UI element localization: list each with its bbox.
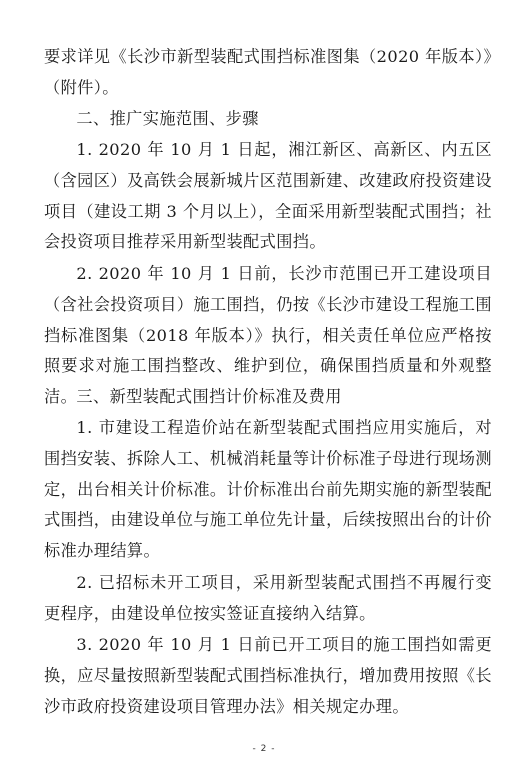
paragraph-intro: 要求详见《长沙市新型装配式围挡标准图集（2020 年版本）》（附件）。 <box>44 47 492 97</box>
paragraph-2-1: 1. 2020 年 10 月 1 日起，湘江新区、高新区、内五区（含园区）及高铁会展新城片区范围新建、改建政府投资建设项目（建设工期 3 个月以上），全面采用新型装配式围挡；社会投资项目推荐采用新型装配式围挡。 <box>44 140 492 252</box>
paragraph-3-1: 1. 市建设工程造价站在新型装配式围挡应用实施后，对围挡安装、拆除人工、机械消耗量等计价标准子母进行现场测定，出台相关计价标准。计价标准出台前先期实施的新型装配式围挡，由建设单位与施工单位先计量，后续按照出台的计价标准办理结算。 <box>44 418 492 561</box>
paragraph-3-3: 3. 2020 年 10 月 1 日前已开工项目的施工围挡如需更换，应尽量按照新型装配式围挡标准执行，增加费用按照《长沙市政府投资建设项目管理办法》相关规定办理。 <box>44 635 492 716</box>
section-heading-2: 二、推广实施范围、步骤 <box>76 109 259 128</box>
paragraph-2-2: 2. 2020 年 10 月 1 日前，长沙市范围已开工建设项目（含社会投资项目）施工围挡，仍按《长沙市建设工程施工围挡标准图集（2018 年版本）》执行，相关责任单位应严格按照要求对施工围挡整改、维护到位，确保围挡质量和外观整洁。 <box>44 264 492 407</box>
section-heading-3: 三、新型装配式围挡计价标准及费用 <box>76 387 342 406</box>
paragraph-3-2: 2. 已招标未开工项目，采用新型装配式围挡不再履行变更程序，由建设单位按实签证直接纳入结算。 <box>44 573 492 623</box>
page-number: - 2 - <box>252 744 276 754</box>
